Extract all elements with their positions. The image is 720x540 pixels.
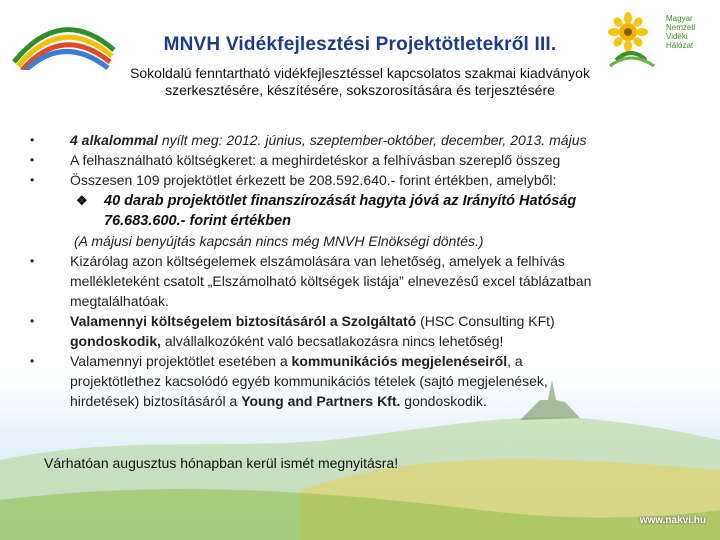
sub-bullet-item bbox=[28, 191, 678, 231]
logo-line: Nemzeti bbox=[666, 23, 696, 32]
logo-line: Hálózat bbox=[666, 41, 694, 50]
slide-subtitle bbox=[40, 65, 680, 99]
bullet-line bbox=[70, 351, 678, 371]
bold-text: Young and Partners Kft. bbox=[241, 393, 401, 409]
bold-text: Valamennyi költségelem biztosításáról a Szolgáltató bbox=[70, 313, 417, 329]
bullet-icon: • bbox=[30, 314, 35, 328]
bullet-text: A felhasználható költségkeret: a meghirdetéskor a felhívásban szereplő összeg bbox=[70, 152, 561, 168]
diamond-bullet-icon: ❖ bbox=[76, 193, 88, 208]
text: Valamennyi projektötlet esetében a bbox=[70, 353, 292, 369]
bullet-line bbox=[70, 391, 678, 411]
bullet-icon: • bbox=[30, 354, 35, 368]
closing-text: Várhatóan augusztus hónapban kerül ismét megnyitásra! bbox=[44, 455, 399, 471]
text: alvállalkozóként való becsatlakozásra nincs lehetőség! bbox=[161, 333, 504, 349]
footer-url: www.nakvi.hu bbox=[639, 515, 706, 526]
bullet-text bbox=[70, 132, 586, 148]
text: nyílt meg: 2012. június, szeptember-október, december, 2013. május bbox=[157, 132, 587, 148]
bold-text: gondoskodik, bbox=[70, 333, 161, 349]
slide-title: MNVH Vidékfejlesztési Projektötletekről III. bbox=[163, 34, 557, 55]
bullet-line: megtalálhatóak. bbox=[70, 293, 169, 309]
bullet-item bbox=[28, 251, 678, 311]
logo-line: Vidéki bbox=[666, 32, 688, 41]
bullet-icon: • bbox=[30, 153, 35, 167]
bullet-text: Összesen 109 projektötlet érkezett be 208.592.640.- forint értékben, amelyből: bbox=[70, 172, 557, 188]
logo-line: Magyar bbox=[666, 14, 693, 23]
sub-bullet-line: 76.683.600.- forint értékben bbox=[104, 213, 291, 229]
bullet-line: projektötlethez kacsolódó egyéb kommunikációs tételek (sajtó megjelenések, bbox=[70, 373, 548, 389]
bullet-item bbox=[28, 351, 678, 411]
text: hirdetések) biztosításáról a bbox=[70, 393, 242, 409]
text: gondoskodik. bbox=[400, 393, 487, 409]
bullet-item bbox=[28, 311, 678, 351]
text: , a bbox=[507, 353, 523, 369]
bullet-line: mellékleteként csatolt „Elszámolható költségek listája” elnevezésű excel táblázatban bbox=[70, 273, 592, 289]
bullet-line bbox=[70, 311, 678, 331]
bullet-icon: • bbox=[30, 173, 35, 187]
bullet-line bbox=[70, 331, 678, 351]
bullet-list bbox=[28, 130, 678, 411]
bullet-item bbox=[28, 170, 678, 190]
bold-text: kommunikációs megjelenéseiről bbox=[291, 353, 508, 369]
text: (HSC Consulting KFt) bbox=[416, 313, 555, 329]
bullet-line: Kizárólag azon költségelemek elszámolására van lehetőség, amelyek a felhívás bbox=[70, 253, 565, 269]
bold-text: 4 alkalommal bbox=[70, 132, 158, 148]
bullet-icon: • bbox=[30, 133, 35, 147]
bullet-item bbox=[28, 150, 678, 170]
sub-bullet-line: 40 darab projektötlet finanszírozását hagyta jóvá az Irányító Hatóság bbox=[104, 193, 577, 209]
bullet-item bbox=[28, 130, 678, 150]
subtitle-line: Sokoldalú fenntartható vidékfejlesztéssel kapcsolatos szakmai kiadványok bbox=[130, 65, 590, 81]
bullet-icon: • bbox=[30, 254, 35, 268]
note-text: (A májusi benyújtás kapcsán nincs még MNVH Elnökségi döntés.) bbox=[74, 233, 484, 249]
mnvh-logo-text bbox=[666, 14, 695, 50]
subtitle-line: szerkesztésére, készítésére, sokszorosítására és terjesztésére bbox=[165, 82, 555, 98]
